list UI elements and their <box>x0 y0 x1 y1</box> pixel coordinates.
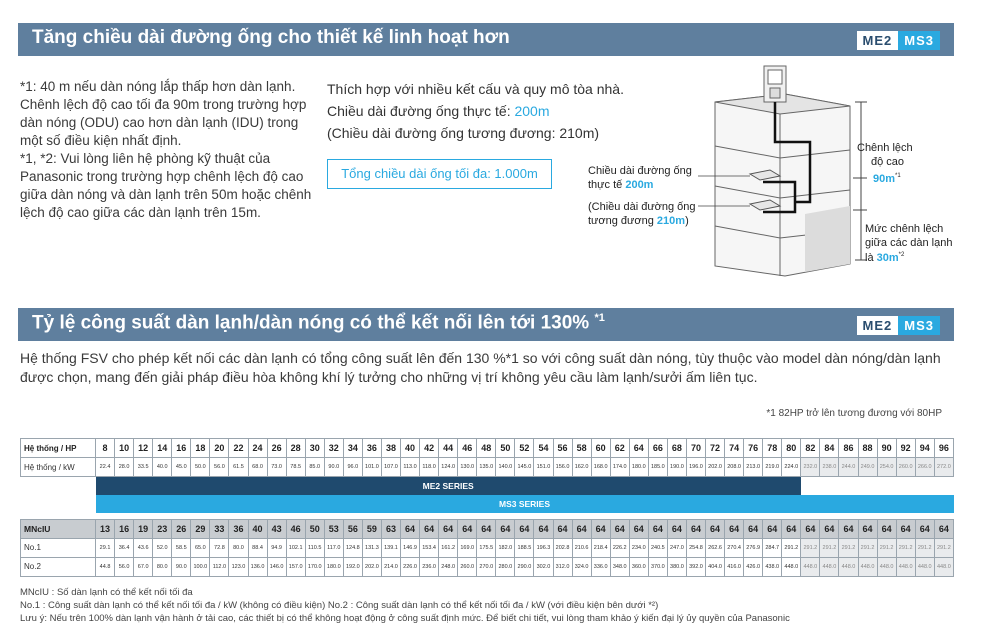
table-cell-no1: 270.4 <box>725 538 744 557</box>
row-label-no1: No.1 <box>21 538 96 557</box>
table-cell-mnciu: 19 <box>134 519 153 538</box>
table-cell-mnciu: 64 <box>496 519 515 538</box>
section2-title: Tỷ lệ công suất dàn lạnh/dàn nóng có thể kết nối lên tới 130% $^{*1}$ <box>32 312 605 334</box>
table-cell-no2: 90.0 <box>172 557 191 576</box>
table-cell-no1: 29.1 <box>96 538 115 557</box>
table-cell-no2: 336.0 <box>591 557 610 576</box>
table-row-hp <box>21 439 954 458</box>
actual-label-1: Chiều dài đường ống <box>588 165 692 177</box>
table-cell-mnciu: 13 <box>96 519 115 538</box>
table-cell-no1: 161.2 <box>439 538 458 557</box>
table-cell-mnciu: 64 <box>477 519 496 538</box>
idu-label-2: giữa các dàn lạnh <box>865 237 953 249</box>
table-cell-hp: 90 <box>877 439 896 458</box>
table-cell-no2: 380.0 <box>667 557 686 576</box>
table-cell-no2: 438.0 <box>763 557 782 576</box>
table-cell-hp: 82 <box>801 439 820 458</box>
table-cell-mnciu: 64 <box>667 519 686 538</box>
table-cell-hp: 36 <box>362 439 381 458</box>
table-cell-hp: 8 <box>96 439 115 458</box>
section2-header <box>18 308 954 341</box>
table-cell-mnciu: 59 <box>362 519 381 538</box>
table-cell-no2: 180.0 <box>324 557 343 576</box>
table-cell-no1: 52.0 <box>153 538 172 557</box>
table-cell-no1: 262.6 <box>706 538 725 557</box>
note-2: Chênh lệch độ cao tối đa 90m trong trường hợp dàn nóng (ODU) cao hơn dàn lạnh (IDU) trong một số điều kiện nhất định. <box>20 97 307 148</box>
table-cell-no2: 448.0 <box>820 557 839 576</box>
table-cell-mnciu: 64 <box>401 519 420 538</box>
table-cell-no1: 110.5 <box>305 538 324 557</box>
max-piping-box: Tổng chiều dài ống tối đa: 1.000m <box>327 159 552 189</box>
table-cell-mnciu: 50 <box>305 519 324 538</box>
table-cell-kw: 174.0 <box>610 458 629 477</box>
table-cell-no2: 360.0 <box>629 557 648 576</box>
table-cell-mnciu: 64 <box>896 519 915 538</box>
table-cell-mnciu: 64 <box>553 519 572 538</box>
table-row-me2 <box>21 477 954 496</box>
table-cell-kw: 213.0 <box>744 458 763 477</box>
table-cell-no2: 248.0 <box>439 557 458 576</box>
table-cell-no2: 192.0 <box>343 557 362 576</box>
table-cell-hp: 70 <box>686 439 705 458</box>
table-cell-no2: 312.0 <box>553 557 572 576</box>
table-cell-no2: 123.0 <box>229 557 248 576</box>
table-cell-kw: 219.0 <box>763 458 782 477</box>
table-cell-no1: 36.4 <box>115 538 134 557</box>
table-cell-no2: 404.0 <box>706 557 725 576</box>
piping-notes <box>20 78 320 222</box>
table-cell-no2: 426.0 <box>744 557 763 576</box>
table-cell-no2: 448.0 <box>858 557 877 576</box>
height-label-1: Chênh lệch <box>857 142 913 154</box>
table-cell-hp: 38 <box>381 439 400 458</box>
table-cell-mnciu: 64 <box>763 519 782 538</box>
table-cell-mnciu: 64 <box>725 519 744 538</box>
table-cell-kw: 33.5 <box>134 458 153 477</box>
table-cell-mnciu: 64 <box>629 519 648 538</box>
table-cell-no1: 65.0 <box>191 538 210 557</box>
outdoor-unit <box>764 66 786 102</box>
table-row-no1 <box>21 538 954 557</box>
table-cell-mnciu: 23 <box>153 519 172 538</box>
table-cell-mnciu: 36 <box>229 519 248 538</box>
table-cell-no1: 202.8 <box>553 538 572 557</box>
table-cell-no2: 146.0 <box>267 557 286 576</box>
table-row-no2 <box>21 557 954 576</box>
table-cell-mnciu: 64 <box>820 519 839 538</box>
table-cell-no1: 291.2 <box>820 538 839 557</box>
table-cell-kw: 266.0 <box>915 458 934 477</box>
table-cell-no1: 94.9 <box>267 538 286 557</box>
table-cell-hp: 64 <box>629 439 648 458</box>
table-cell-no2: 202.0 <box>362 557 381 576</box>
table-cell-hp: 44 <box>439 439 458 458</box>
table-cell-hp: 72 <box>706 439 725 458</box>
building-diagram <box>585 64 965 284</box>
table-cell-mnciu: 40 <box>248 519 267 538</box>
table-cell-no2: 416.0 <box>725 557 744 576</box>
table-cell-no2: 348.0 <box>610 557 629 576</box>
table-cell-kw: 45.0 <box>172 458 191 477</box>
table-cell-mnciu: 29 <box>191 519 210 538</box>
actual-length-label: Chiều dài đường ống thực tế: <box>327 103 515 119</box>
table-cell-kw: 118.0 <box>420 458 439 477</box>
table-cell-mnciu: 64 <box>915 519 934 538</box>
table-cell-hp: 10 <box>115 439 134 458</box>
table-cell-kw: 101.0 <box>362 458 381 477</box>
table-cell-no1: 80.0 <box>229 538 248 557</box>
table-cell-kw: 78.5 <box>286 458 305 477</box>
table-cell-no1: 175.5 <box>477 538 496 557</box>
table-cell-kw: 124.0 <box>439 458 458 477</box>
table-cell-hp: 16 <box>172 439 191 458</box>
table-cell-kw: 162.0 <box>572 458 591 477</box>
table-cell-no2: 157.0 <box>286 557 305 576</box>
equiv-label-2: tương đương 210m) <box>588 215 689 227</box>
table-cell-no2: 302.0 <box>534 557 553 576</box>
table-cell-no1: 291.2 <box>801 538 820 557</box>
table-cell-hp: 88 <box>858 439 877 458</box>
table-cell-mnciu: 64 <box>648 519 667 538</box>
table-cell-hp: 96 <box>934 439 953 458</box>
table-cell-mnciu: 64 <box>420 519 439 538</box>
table-cell-no1: 291.2 <box>934 538 953 557</box>
table-cell-no1: 43.6 <box>134 538 153 557</box>
table-cell-kw: 260.0 <box>896 458 915 477</box>
equiv-label-1: (Chiều dài đường ống <box>588 201 696 213</box>
table-cell-hp: 86 <box>839 439 858 458</box>
table-cell-kw: 196.0 <box>686 458 705 477</box>
table-cell-kw: 238.0 <box>820 458 839 477</box>
table-cell-no2: 270.0 <box>477 557 496 576</box>
table-cell-no2: 392.0 <box>686 557 705 576</box>
table-cell-no2: 448.0 <box>915 557 934 576</box>
table-cell-hp: 24 <box>248 439 267 458</box>
table-cell-kw: 61.5 <box>229 458 248 477</box>
idu-label-3: là $30m^{*2}$ <box>865 252 905 264</box>
table-cell-mnciu: 64 <box>744 519 763 538</box>
table-cell-no1: 146.9 <box>401 538 420 557</box>
table-cell-no2: 448.0 <box>801 557 820 576</box>
table-cell-no1: 117.0 <box>324 538 343 557</box>
table-cell-mnciu: 56 <box>343 519 362 538</box>
table-cell-hp: 66 <box>648 439 667 458</box>
table-cell-no1: 284.7 <box>763 538 782 557</box>
table-cell-no2: 226.0 <box>401 557 420 576</box>
section1-header <box>18 23 954 56</box>
table-cell-mnciu: 64 <box>706 519 725 538</box>
table-cell-hp: 60 <box>591 439 610 458</box>
badge-ms3: MS3 <box>898 31 940 50</box>
building-outline <box>715 94 850 276</box>
table-cell-hp: 50 <box>496 439 515 458</box>
table-cell-hp: 94 <box>915 439 934 458</box>
table-cell-hp: 62 <box>610 439 629 458</box>
table-cell-no1: 291.2 <box>915 538 934 557</box>
table-cell-kw: 85.0 <box>305 458 324 477</box>
badge-ms3: MS3 <box>898 316 940 335</box>
table-cell-kw: 156.0 <box>553 458 572 477</box>
height-value: $90m^{*1}$ <box>873 173 901 185</box>
table-cell-no1: 196.3 <box>534 538 553 557</box>
table-cell-no1: 291.2 <box>858 538 877 557</box>
table-cell-mnciu: 64 <box>877 519 896 538</box>
table-cell-hp: 26 <box>267 439 286 458</box>
table-cell-mnciu: 64 <box>458 519 477 538</box>
table-cell-no1: 254.8 <box>686 538 705 557</box>
piping-summary <box>327 78 624 144</box>
table-cell-hp: 40 <box>401 439 420 458</box>
table-cell-hp: 68 <box>667 439 686 458</box>
badge-me2: ME2 <box>857 31 899 50</box>
table-cell-mnciu: 16 <box>115 519 134 538</box>
table-cell-kw: 113.0 <box>401 458 420 477</box>
table-cell-no2: 448.0 <box>877 557 896 576</box>
table-cell-hp: 52 <box>515 439 534 458</box>
table-cell-kw: 180.0 <box>629 458 648 477</box>
table-cell-kw: 90.0 <box>324 458 343 477</box>
table-cell-no1: 234.0 <box>629 538 648 557</box>
table-row-mnciu <box>21 519 954 538</box>
table-cell-kw: 190.0 <box>667 458 686 477</box>
table-cell-no2: 448.0 <box>896 557 915 576</box>
table-cell-no1: 210.6 <box>572 538 591 557</box>
table-cell-hp: 14 <box>153 439 172 458</box>
table-cell-no1: 153.4 <box>420 538 439 557</box>
table-cell-kw: 56.0 <box>210 458 229 477</box>
table-cell-kw: 202.0 <box>706 458 725 477</box>
table-cell-no2: 214.0 <box>381 557 400 576</box>
table-cell-no2: 448.0 <box>839 557 858 576</box>
table-cell-mnciu: 26 <box>172 519 191 538</box>
table-cell-no2: 448.0 <box>782 557 801 576</box>
table-cell-kw: 130.0 <box>458 458 477 477</box>
footer-line-2: No.1 : Công suất dàn lạnh có thể kết nối tối đa / kW (không có điều kiện) No.2 : Công suất dàn lạnh có thể kết nối tối đa / kW (với điều kiện bên dưới *²) <box>20 600 659 611</box>
table-cell-kw: 107.0 <box>381 458 400 477</box>
row-label-no2: No.2 <box>21 557 96 576</box>
table-cell-kw: 208.0 <box>725 458 744 477</box>
table-cell-hp: 80 <box>782 439 801 458</box>
summary-line-3: (Chiều dài đường ống tương đương: 210m) <box>327 125 600 141</box>
footer-line-3: Lưu ý: Nếu trên 100% dàn lạnh vận hành ở tải cao, các thiết bị có thể không hoạt động ở công suất định mức. Để biết chi tiết, vui lòng tham khảo ý kiến đại lý ủy quyền của Panasonic <box>20 613 790 624</box>
table-cell-kw: 145.0 <box>515 458 534 477</box>
table-cell-mnciu: 64 <box>839 519 858 538</box>
table-cell-mnciu: 64 <box>572 519 591 538</box>
table-cell-no1: 188.5 <box>515 538 534 557</box>
table-cell-no2: 236.0 <box>420 557 439 576</box>
table-cell-no2: 260.0 <box>458 557 477 576</box>
table-cell-kw: 28.0 <box>115 458 134 477</box>
table-cell-no2: 44.8 <box>96 557 115 576</box>
table-cell-kw: 244.0 <box>839 458 858 477</box>
table-cell-mnciu: 64 <box>610 519 629 538</box>
idu-label-1: Mức chênh lệch <box>865 223 944 235</box>
table-cell-kw: 140.0 <box>496 458 515 477</box>
table-cell-mnciu: 64 <box>591 519 610 538</box>
table-cell-hp: 32 <box>324 439 343 458</box>
table-cell-kw: 73.0 <box>267 458 286 477</box>
table-cell-hp: 58 <box>572 439 591 458</box>
ms3-series-bar: MS3 SERIES <box>96 495 954 513</box>
summary-line-1: Thích hợp với nhiều kết cấu và quy mô tòa nhà. <box>327 81 624 97</box>
table-cell-hp: 42 <box>420 439 439 458</box>
table-cell-kw: 50.0 <box>191 458 210 477</box>
table-cell-hp: 12 <box>134 439 153 458</box>
table-cell-no2: 448.0 <box>934 557 953 576</box>
table-cell-no1: 226.2 <box>610 538 629 557</box>
table-cell-mnciu: 46 <box>286 519 305 538</box>
table-cell-no1: 131.3 <box>362 538 381 557</box>
me2-series-bar: ME2 SERIES <box>96 477 801 495</box>
series-badges-2 <box>857 316 940 335</box>
table-cell-mnciu: 64 <box>515 519 534 538</box>
table-cell-no1: 247.0 <box>667 538 686 557</box>
table-cell-no1: 291.2 <box>782 538 801 557</box>
table-cell-hp: 18 <box>191 439 210 458</box>
series-badges <box>857 31 940 50</box>
table-cell-no2: 290.0 <box>515 557 534 576</box>
table-cell-no1: 124.8 <box>343 538 362 557</box>
table-cell-no1: 291.2 <box>896 538 915 557</box>
table-cell-no1: 218.4 <box>591 538 610 557</box>
table-cell-hp: 20 <box>210 439 229 458</box>
table-cell-hp: 78 <box>763 439 782 458</box>
table-cell-mnciu: 64 <box>858 519 877 538</box>
table-cell-kw: 272.0 <box>934 458 953 477</box>
table-cell-hp: 48 <box>477 439 496 458</box>
table-cell-mnciu: 64 <box>934 519 953 538</box>
table-cell-no2: 80.0 <box>153 557 172 576</box>
table-cell-kw: 22.4 <box>96 458 115 477</box>
table-cell-mnciu: 64 <box>686 519 705 538</box>
table-cell-kw: 254.0 <box>877 458 896 477</box>
table-cell-mnciu: 63 <box>381 519 400 538</box>
row-label-mnciu: MNcIU <box>21 519 96 538</box>
table-cell-mnciu: 64 <box>782 519 801 538</box>
row-label-kw: Hệ thống / kW <box>21 458 96 477</box>
actual-length-value: 200m <box>514 103 550 119</box>
table-cell-no2: 67.0 <box>134 557 153 576</box>
table-cell-no1: 72.8 <box>210 538 229 557</box>
table-cell-hp: 76 <box>744 439 763 458</box>
table-cell-no1: 276.9 <box>744 538 763 557</box>
summary-line-2 <box>327 100 624 122</box>
table-cell-kw: 232.0 <box>801 458 820 477</box>
note-3: *1, *2: Vui lòng liên hệ phòng kỹ thuật của Panasonic trong trường hợp chênh lệch độ cao giữa dàn nóng và dàn lạnh trên 50m hoặc chênh lệch độ cao giữa các dàn lạnh trên 15m. <box>20 151 312 220</box>
table-cell-hp: 92 <box>896 439 915 458</box>
ratio-intro: Hệ thống FSV cho phép kết nối các dàn lạnh có tổng công suất lên đến 130 %*1 so với công suất dàn nóng, tùy thuộc vào model dàn nóng/dàn lạnh được chọn, mang đến giải pháp điều hòa không khí lý tưởng cho những vị trí không yêu cầu làm lạnh/sưởi ấm liên tục. <box>20 350 941 385</box>
table-cell-no1: 139.1 <box>381 538 400 557</box>
table-cell-no2: 280.0 <box>496 557 515 576</box>
table-cell-no2: 170.0 <box>305 557 324 576</box>
table-cell-no1: 240.5 <box>648 538 667 557</box>
table-cell-mnciu: 43 <box>267 519 286 538</box>
footer-line-1: MNcIU : Số dàn lạnh có thể kết nối tối đa <box>20 587 193 598</box>
table-cell-no1: 58.5 <box>172 538 191 557</box>
hp-footnote: *1 82HP trở lên tương đương với 80HP <box>766 408 942 419</box>
table-cell-kw: 68.0 <box>248 458 267 477</box>
table-cell-no2: 100.0 <box>191 557 210 576</box>
table-cell-mnciu: 33 <box>210 519 229 538</box>
row-label-hp: Hệ thống / HP <box>21 439 96 458</box>
table-cell-no1: 169.0 <box>458 538 477 557</box>
note-1: *1: 40 m nếu dàn nóng lắp thấp hơn dàn lạnh. <box>20 79 296 94</box>
section1-title: Tăng chiều dài đường ống cho thiết kế linh hoạt hơn <box>32 27 510 48</box>
table-cell-kw: 151.0 <box>534 458 553 477</box>
table-cell-hp: 30 <box>305 439 324 458</box>
table-cell-mnciu: 53 <box>324 519 343 538</box>
actual-label-2: thực tế 200m <box>588 179 654 191</box>
table-cell-kw: 135.0 <box>477 458 496 477</box>
badge-me2: ME2 <box>857 316 899 335</box>
table-cell-hp: 34 <box>343 439 362 458</box>
table-cell-kw: 249.0 <box>858 458 877 477</box>
table-cell-no2: 56.0 <box>115 557 134 576</box>
table-cell-hp: 74 <box>725 439 744 458</box>
table-cell-hp: 22 <box>229 439 248 458</box>
table-cell-no1: 182.0 <box>496 538 515 557</box>
table-cell-no1: 291.2 <box>839 538 858 557</box>
table-cell-hp: 28 <box>286 439 305 458</box>
table-cell-hp: 46 <box>458 439 477 458</box>
table-cell-no2: 112.0 <box>210 557 229 576</box>
table-cell-no1: 88.4 <box>248 538 267 557</box>
table-cell-no1: 291.2 <box>877 538 896 557</box>
table-cell-no1: 102.1 <box>286 538 305 557</box>
table-cell-hp: 56 <box>553 439 572 458</box>
table-cell-mnciu: 64 <box>801 519 820 538</box>
table-cell-kw: 224.0 <box>782 458 801 477</box>
table-cell-no2: 136.0 <box>248 557 267 576</box>
table-row-kw <box>21 458 954 477</box>
height-label-2: độ cao <box>871 156 905 168</box>
table-cell-kw: 168.0 <box>591 458 610 477</box>
table-cell-hp: 84 <box>820 439 839 458</box>
table-cell-mnciu: 64 <box>439 519 458 538</box>
table-cell-no2: 324.0 <box>572 557 591 576</box>
table-cell-no2: 370.0 <box>648 557 667 576</box>
table-cell-kw: 185.0 <box>648 458 667 477</box>
table-row-ms3 <box>21 495 954 513</box>
table-cell-mnciu: 64 <box>534 519 553 538</box>
capacity-table <box>20 438 954 577</box>
table-cell-kw: 96.0 <box>343 458 362 477</box>
table-cell-kw: 40.0 <box>153 458 172 477</box>
table-cell-hp: 54 <box>534 439 553 458</box>
